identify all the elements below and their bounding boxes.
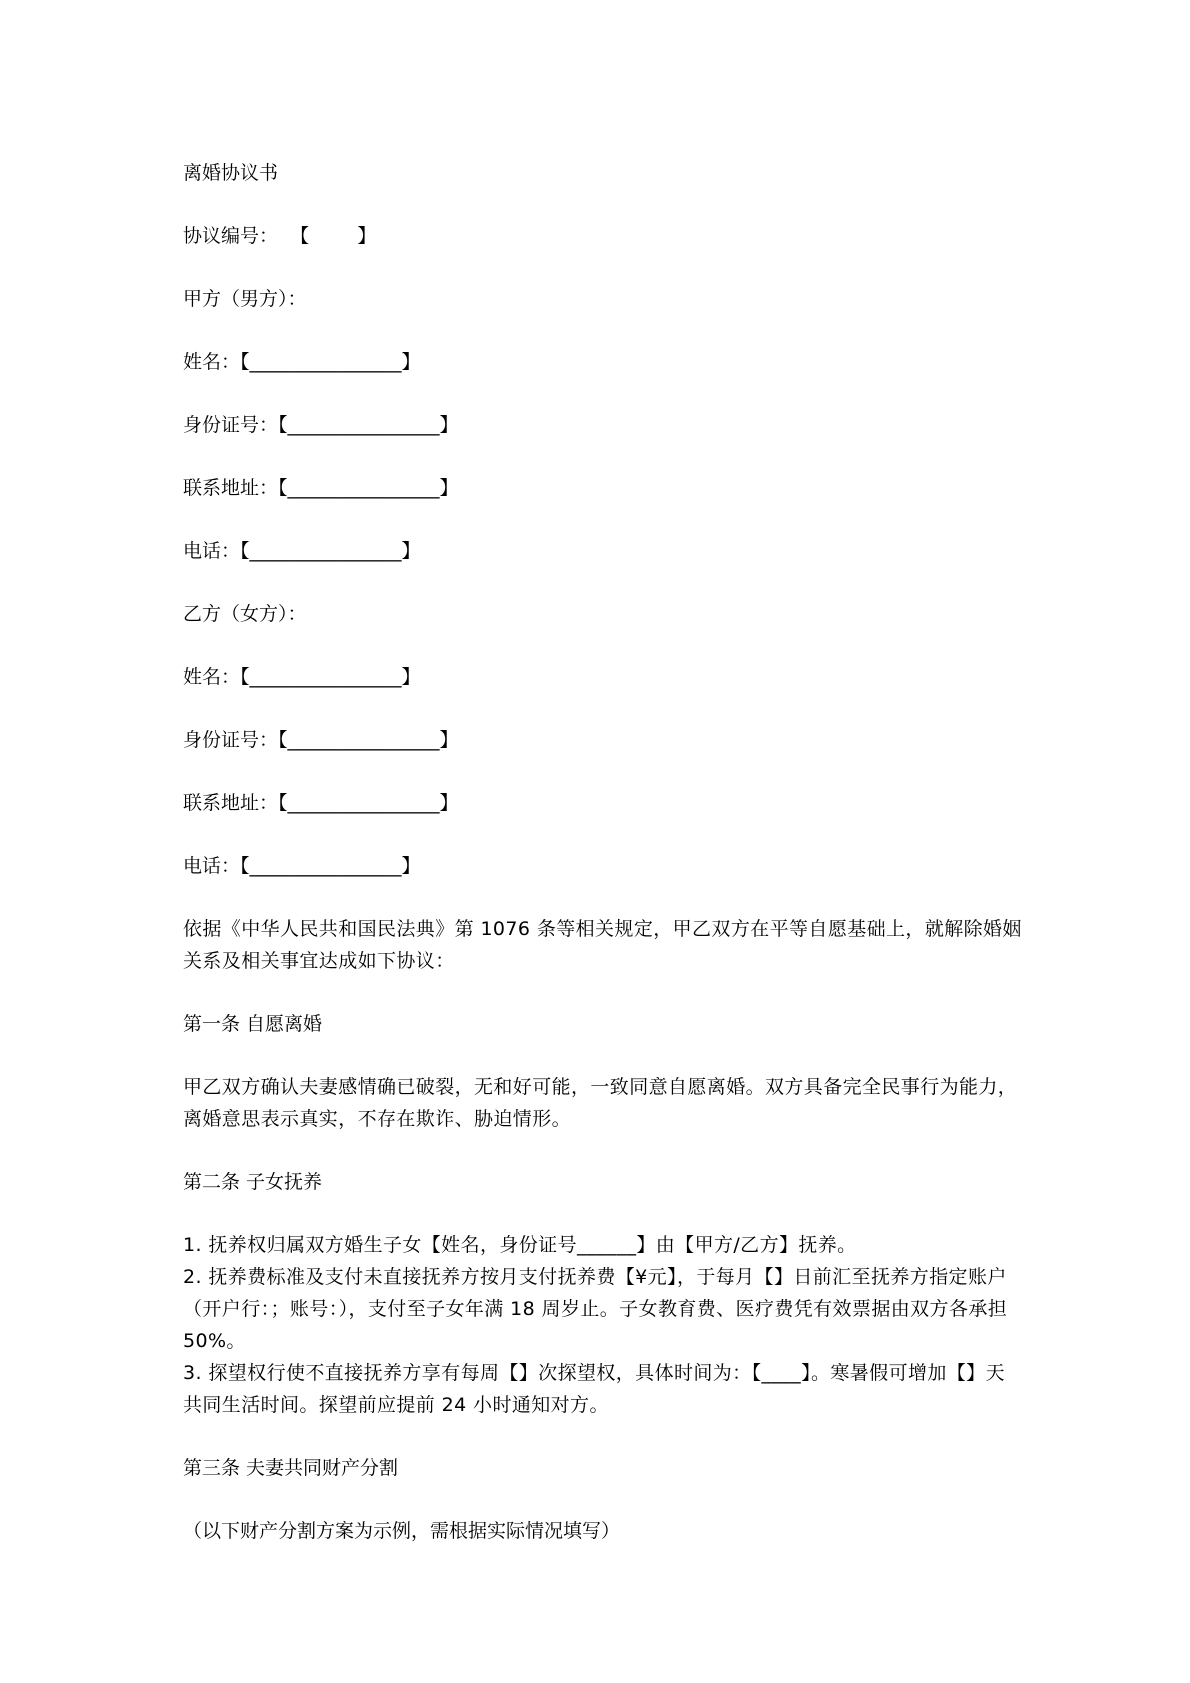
party-a-address: 联系地址：【________________】: [183, 477, 459, 499]
party-b-name: 姓名：【________________】: [183, 666, 421, 688]
article1-body: 甲乙双方确认夫妻感情确已破裂，无和好可能，一致同意自愿离婚。双方具备完全民事行为能力，离婚意思表示真实，不存在欺诈、胁迫情形。: [183, 1076, 1018, 1130]
party-a-name: 姓名：【________________】: [183, 351, 421, 373]
party-b-phone: 电话：【________________】: [183, 855, 421, 877]
party-a-id: 身份证号：【________________】: [183, 414, 459, 436]
article1-heading: 第一条 自愿离婚: [183, 1013, 323, 1035]
party-b-id: 身份证号：【________________】: [183, 729, 459, 751]
party-b-address: 联系地址：【________________】: [183, 792, 459, 814]
party-b-heading: 乙方（女方）：: [183, 603, 307, 625]
article2-item-1: 1. 抚养权归属双方婚生子女【姓名，身份证号______】由【甲方/乙方】抚养。: [183, 1234, 857, 1256]
agreement-number: 协议编号： 【 】: [183, 225, 377, 247]
article2-item-2: 2. 抚养费标准及支付未直接抚养方按月支付抚养费【¥元】，于每月【】日前汇至抚养方指定账户（开户行：；账号：），支付至子女年满 18 周岁止。子女教育费、医疗费凭有效票据由双方各承担 50%。: [183, 1266, 1008, 1352]
article2-item-3: 3. 探望权行使不直接抚养方享有每周【】次探望权，具体时间为：【____】。寒暑假可增加【】天共同生活时间。探望前应提前 24 小时通知对方。: [183, 1362, 1005, 1416]
preamble-paragraph: 依据《中华人民共和国民法典》第 1076 条等相关规定，甲乙双方在平等自愿基础上，就解除婚姻关系及相关事宜达成如下协议：: [183, 918, 1022, 972]
document-title: 离婚协议书: [183, 162, 279, 184]
party-a-phone: 电话：【________________】: [183, 540, 421, 562]
article3-note: （以下财产分割方案为示例，需根据实际情况填写）: [183, 1520, 621, 1542]
party-a-heading: 甲方（男方）：: [183, 288, 307, 310]
article2-heading: 第二条 子女抚养: [183, 1171, 323, 1193]
article3-heading: 第三条 夫妻共同财产分割: [183, 1457, 399, 1479]
